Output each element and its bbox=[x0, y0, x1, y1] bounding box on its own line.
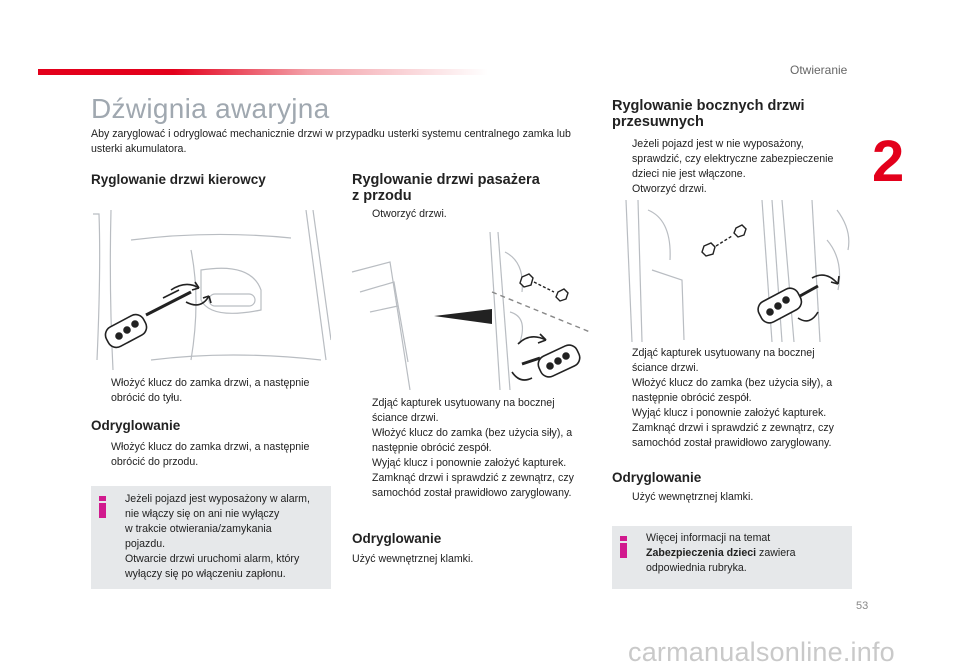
list-item: Zdjąć kapturek usytuowany na bocznej ściance drzwi. bbox=[372, 397, 555, 424]
driver-door-heading: Ryglowanie drzwi kierowcy bbox=[91, 172, 266, 187]
alarm-info-note bbox=[91, 486, 331, 589]
note-line: odpowiednia rubryka. bbox=[646, 562, 747, 574]
heading-line: Ryglowanie bocznych drzwi bbox=[612, 98, 805, 114]
list-item: Włożyć klucz do zamka drzwi, a następnie obrócić do tyłu. bbox=[111, 377, 310, 404]
header-accent-bar bbox=[38, 69, 488, 75]
passenger-pre-steps bbox=[352, 207, 592, 222]
page-number: 53 bbox=[856, 600, 869, 612]
heading-line: z przodu bbox=[352, 188, 412, 204]
sliding-unlock-heading: Odryglowanie bbox=[612, 470, 702, 485]
driver-unlock-steps bbox=[91, 440, 331, 470]
sliding-lock-steps bbox=[612, 346, 852, 451]
list-item: Włożyć klucz do zamka (bez użycia siły), a następnie obrócić zespół. bbox=[632, 377, 833, 404]
info-icon bbox=[620, 536, 627, 556]
driver-unlock-heading: Odryglowanie bbox=[91, 418, 181, 433]
list-item: Zdjąć kapturek usytuowany na bocznej ściance drzwi. bbox=[632, 347, 815, 374]
sliding-door-illustration bbox=[612, 200, 852, 342]
note-line: nie włączy się on ani nie wyłączy bbox=[125, 508, 280, 520]
note-line: w trakcie otwierania/zamykania bbox=[125, 523, 272, 535]
child-lock-reference: Zabezpieczenia dzieci bbox=[646, 547, 757, 559]
list-item: Wyjąć klucz i ponownie założyć kapturek. bbox=[372, 457, 567, 469]
heading-line: przesuwnych bbox=[612, 114, 704, 130]
list-item: Zamknąć drzwi i sprawdzić z zewnątrz, czy samochód został prawidłowo zaryglowany. bbox=[372, 472, 574, 499]
intro-text: Aby zaryglować i odryglować mechanicznie drzwi w przypadku usterki systemu centralnego zamka lub usterki akumulatora. bbox=[91, 128, 571, 155]
list-item: Włożyć klucz do zamka drzwi, a następnie obrócić do przodu. bbox=[111, 441, 310, 468]
info-icon bbox=[99, 496, 106, 516]
list-item: Zamknąć drzwi i sprawdzić z zewnątrz, czy samochód został prawidłowo zaryglowany. bbox=[632, 422, 834, 449]
passenger-lock-steps bbox=[352, 396, 592, 501]
page-title: Dźwignia awaryjna bbox=[91, 93, 330, 124]
passenger-door-illustration bbox=[350, 232, 590, 390]
list-item: Jeżeli pojazd jest w nie wyposażony, sprawdzić, czy elektryczne zabezpieczenie dzieci nie jest włączone. bbox=[632, 138, 834, 180]
list-item: Otworzyć drzwi. bbox=[632, 183, 707, 195]
sliding-door-heading bbox=[612, 98, 805, 130]
note-line: Zabezpieczenia dzieci zawiera bbox=[646, 547, 796, 559]
sliding-unlock-steps bbox=[612, 490, 852, 505]
heading-line: Ryglowanie drzwi pasażera bbox=[352, 172, 540, 188]
passenger-unlock-text: Użyć wewnętrznej klamki. bbox=[352, 553, 474, 565]
note-line: Więcej informacji na temat bbox=[646, 532, 771, 544]
note-line: Otwarcie drzwi uruchomi alarm, który bbox=[125, 553, 300, 565]
list-item: Użyć wewnętrznej klamki. bbox=[632, 491, 754, 503]
list-item: Otworzyć drzwi. bbox=[372, 208, 447, 220]
driver-door-illustration bbox=[91, 210, 331, 370]
sliding-pre-steps bbox=[612, 137, 852, 197]
note-line: wyłączy się po włączeniu zapłonu. bbox=[125, 568, 286, 580]
section-label: Otwieranie bbox=[790, 63, 848, 77]
note-line: Jeżeli pojazd jest wyposażony w alarm, bbox=[125, 493, 310, 505]
chapter-number: 2 bbox=[872, 129, 905, 194]
child-lock-info-note bbox=[612, 526, 852, 589]
passenger-unlock-heading: Odryglowanie bbox=[352, 531, 442, 546]
note-line: pojazdu. bbox=[125, 538, 166, 550]
list-item: Wyjąć klucz i ponownie założyć kapturek. bbox=[632, 407, 827, 419]
list-item: Włożyć klucz do zamka (bez użycia siły), a następnie obrócić zespół. bbox=[372, 427, 573, 454]
passenger-door-heading bbox=[352, 172, 540, 204]
driver-lock-steps bbox=[91, 376, 331, 406]
watermark: carmanualsonline.info bbox=[628, 637, 895, 667]
